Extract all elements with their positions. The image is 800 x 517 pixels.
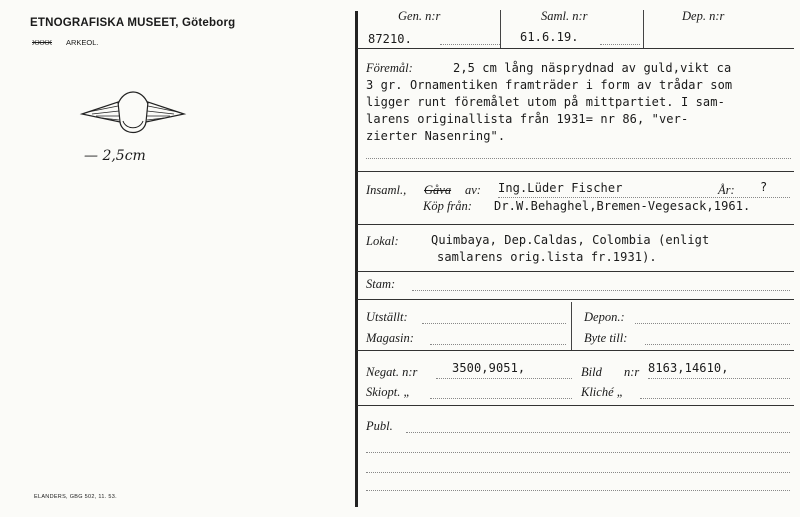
bild-nr-label: n:r xyxy=(624,365,640,379)
dotted-line xyxy=(498,197,790,198)
dotted-line xyxy=(366,158,791,159)
dotted-line xyxy=(436,378,572,379)
insaml-av-label: av: xyxy=(465,183,481,197)
rule-magasin xyxy=(357,350,794,351)
bild-nr-value: 8163,14610, xyxy=(648,361,729,375)
ar-value: ? xyxy=(760,180,768,194)
dotted-line xyxy=(422,323,566,324)
saml-nr-value: 61.6.19. xyxy=(520,30,579,44)
dotted-line xyxy=(600,44,640,45)
negat-nr-value: 3500,9051, xyxy=(452,361,526,375)
bild-label: Bild xyxy=(581,365,602,379)
magasin-label: Magasin: xyxy=(366,331,414,345)
insaml-av-value: Ing.Lüder Fischer xyxy=(498,181,623,195)
utstallt-label: Utställt: xyxy=(366,310,408,324)
utstallt-divider xyxy=(571,302,572,350)
foremal-label: Föremål: xyxy=(366,61,413,75)
dotted-line xyxy=(366,452,790,453)
lokal-line-1: Quimbaya, Dep.Caldas, Colombia (enligt xyxy=(431,233,710,247)
foremal-line-1: 2,5 cm lång näsprydnad av guld,vikt ca xyxy=(453,61,732,75)
dotted-line xyxy=(366,490,790,491)
rule-negat xyxy=(357,405,794,406)
gava-struck: Gåva xyxy=(424,183,452,197)
kop-fran-label: Köp från: xyxy=(423,199,472,213)
negat-nr-label: Negat. n:r xyxy=(366,365,418,379)
museum-name: ETNOGRAFISKA MUSEET, Göteborg xyxy=(30,17,236,29)
rule-top xyxy=(357,48,794,49)
dotted-line xyxy=(645,344,790,345)
top-divider-2 xyxy=(643,10,644,48)
rule-stam xyxy=(357,299,794,300)
publ-label: Publ. xyxy=(366,419,393,433)
kop-fran-value: Dr.W.Behaghel,Bremen-Vegesack,1961. xyxy=(494,199,751,213)
skiopt-label: Skiopt. „ xyxy=(366,385,411,399)
foremal-line-4: larens originallista från 1931= nr 86, "ver- xyxy=(366,112,689,126)
top-divider-1 xyxy=(500,10,501,48)
dotted-line xyxy=(412,290,790,291)
scale-note: — 2,5cm xyxy=(84,148,146,164)
foremal-line-2: 3 gr. Ornamentiken framträder i form av trådar som xyxy=(366,78,733,92)
gen-nr-value: 87210. xyxy=(368,32,412,46)
dotted-line xyxy=(406,432,790,433)
gen-nr-label: Gen. n:r xyxy=(398,9,441,23)
dotted-line xyxy=(440,44,500,45)
saml-nr-label: Saml. n:r xyxy=(541,9,588,23)
nose-ornament-sketch xyxy=(78,88,188,138)
ar-label: År: xyxy=(718,183,735,197)
printer-imprint: ELANDERS, GBG 502, 11. 53. xyxy=(34,494,117,500)
kliche-label: Kliché „ xyxy=(581,385,624,399)
department-label: ARKEOL. xyxy=(66,38,99,47)
dotted-line xyxy=(635,323,790,324)
depon-label: Depon.: xyxy=(584,310,625,324)
dotted-line xyxy=(648,378,790,379)
struck-department: XXXX xyxy=(32,38,53,47)
vertical-divider xyxy=(355,11,358,507)
byte-till-label: Byte till: xyxy=(584,331,628,345)
rule-foremal xyxy=(357,171,794,172)
dep-nr-label: Dep. n:r xyxy=(682,9,725,23)
dotted-line xyxy=(640,398,790,399)
foremal-line-5: zierter Nasenring". xyxy=(366,129,506,143)
rule-lokal xyxy=(357,271,794,272)
dotted-line xyxy=(430,344,566,345)
dotted-line xyxy=(366,472,790,473)
lokal-label: Lokal: xyxy=(366,234,399,248)
dotted-line xyxy=(430,398,572,399)
foremal-line-3: ligger runt föremålet utom på mittpartiet. I sam- xyxy=(366,95,725,109)
rule-insaml xyxy=(357,224,794,225)
lokal-line-2: samlarens orig.lista fr.1931). xyxy=(437,250,657,264)
stam-label: Stam: xyxy=(366,277,396,291)
insaml-label: Insaml., xyxy=(366,183,407,197)
